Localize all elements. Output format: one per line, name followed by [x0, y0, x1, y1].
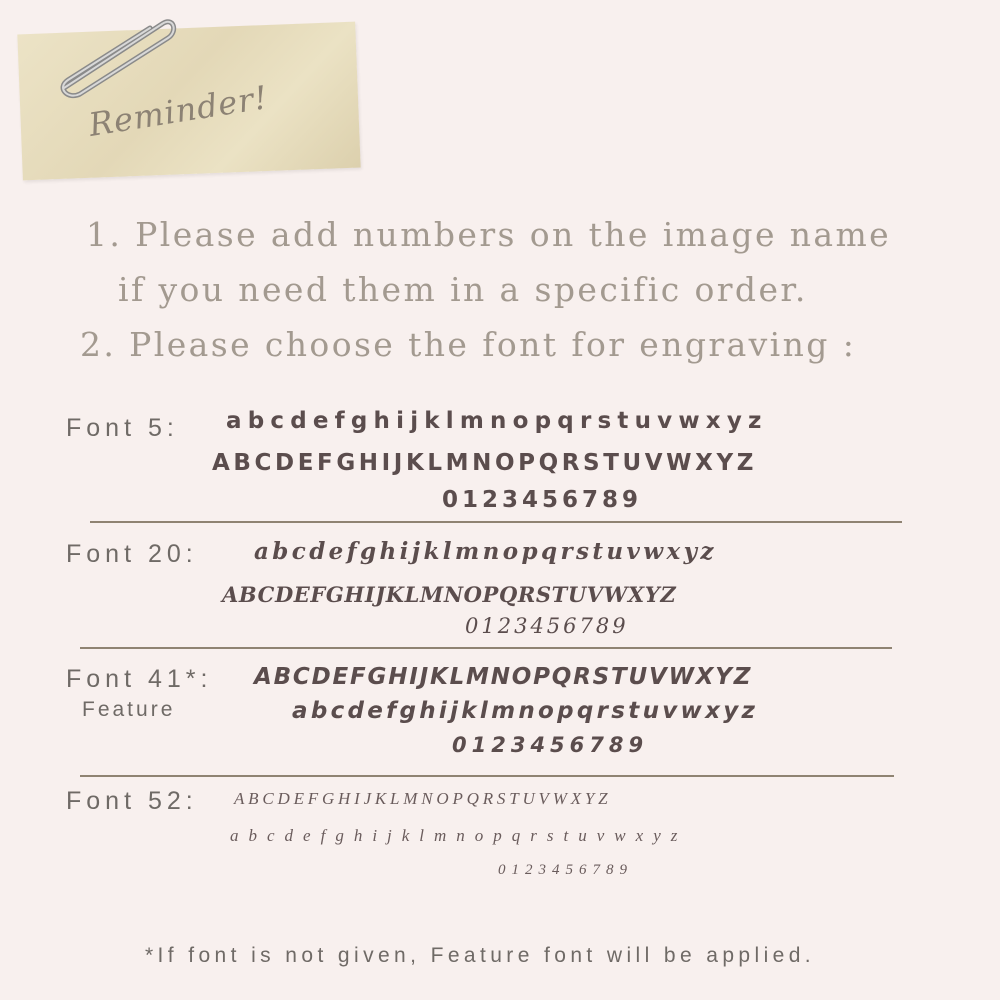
font-52-uppercase: ABCDEFGHIJKLMNOPQRSTUVWXYZ	[234, 789, 612, 808]
font-41-feature-label: Feature	[82, 698, 176, 721]
font-41-lowercase: abcdefghijklmnopqrstuvwxyz	[292, 698, 759, 724]
instruction-line-2: if you need them in a specific order.	[118, 270, 808, 309]
font-5-lowercase: abcdefghijklmnopqrstuvwxyz	[226, 408, 768, 434]
font-5-digits: 0123456789	[442, 487, 643, 513]
font-52-digits: 0123456789	[498, 862, 633, 878]
divider	[80, 647, 892, 649]
instruction-line-3: 2. Please choose the font for engraving :	[80, 325, 857, 364]
font-52-label: Font 52:	[66, 787, 198, 815]
footnote: *If font is not given, Feature font will be applied.	[144, 944, 816, 967]
reminder-title: Reminder!	[86, 78, 271, 144]
font-20-uppercase: ABCDEFGHIJKLMNOPQRSTUVWXYZ	[222, 582, 677, 607]
font-5-label: Font 5:	[66, 414, 179, 442]
font-41-digits: 0123456789	[452, 733, 649, 757]
font-41-label: Font 41*:	[66, 665, 213, 693]
font-20-label: Font 20:	[66, 540, 198, 568]
divider	[90, 521, 902, 523]
paperclip-icon	[50, 6, 180, 100]
font-20-digits: 0123456789	[465, 614, 629, 638]
instruction-line-1: 1. Please add numbers on the image name	[86, 215, 892, 254]
font-41-uppercase: ABCDEFGHIJKLMNOPQRSTUVWXYZ	[254, 664, 753, 690]
font-52-lowercase: abcdefghijklmnopqrstuvwxyz	[230, 826, 688, 845]
divider	[80, 775, 894, 777]
font-5-uppercase: ABCDEFGHIJKLMNOPQRSTUVWXYZ	[212, 450, 758, 476]
font-20-lowercase: abcdefghijklmnopqrstuvwxyz	[254, 538, 717, 565]
